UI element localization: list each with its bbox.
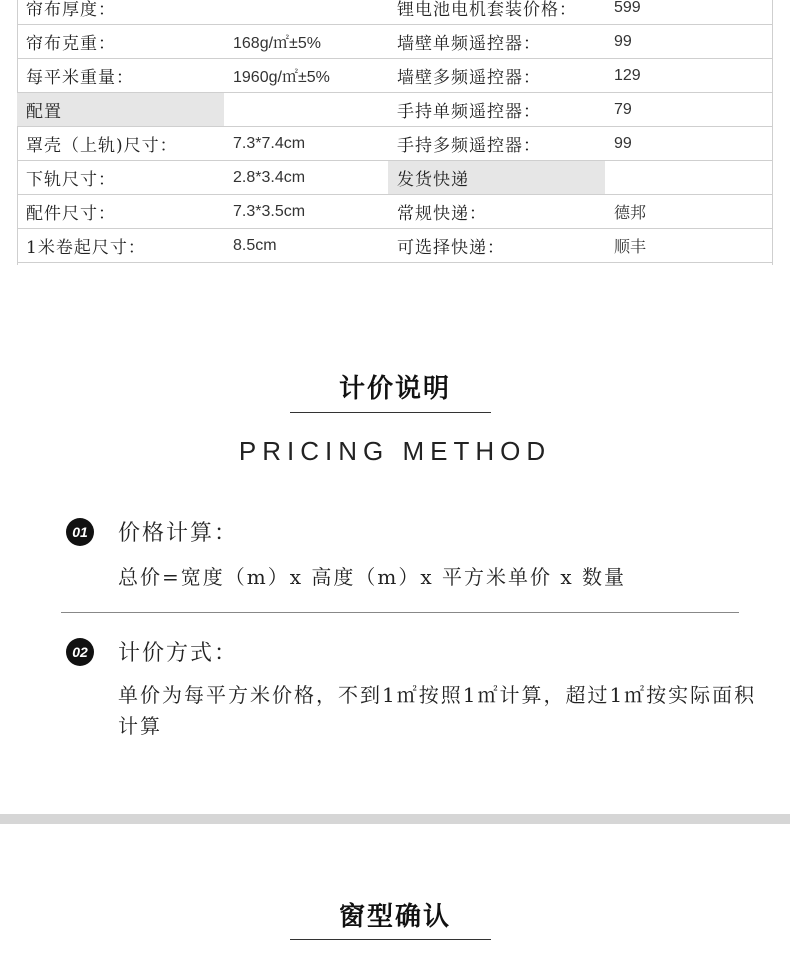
- section-header-config: 配置: [17, 93, 224, 127]
- spec-value: 168g/㎡±5%: [224, 25, 388, 59]
- spec-label: 手持多频遥控器：: [388, 127, 605, 161]
- window-type-title: 窗型确认: [338, 902, 451, 932]
- spec-label: 下轨尺寸：: [17, 161, 224, 195]
- pricing-subtitle: PRICING METHOD: [238, 436, 552, 466]
- spec-label: 手持单频遥控器：: [388, 93, 605, 127]
- spec-label: 墙壁单频遥控器：: [388, 25, 605, 59]
- spec-value: 79: [605, 93, 773, 127]
- spec-table: [17, 0, 773, 263]
- spec-value: 8.5cm: [224, 229, 388, 263]
- price-method-text: 单价为每平方米价格，不到1㎡按照1㎡计算，超过1㎡按实际面积计算: [118, 683, 757, 738]
- item-divider: [61, 612, 739, 613]
- spec-value: 2.8*3.4cm: [224, 161, 388, 195]
- spec-value: 99: [605, 127, 773, 161]
- table-row: [17, 195, 773, 229]
- spec-value: 599: [605, 0, 773, 25]
- spec-label: 1米卷起尺寸：: [17, 229, 224, 263]
- item-number-badge: 02: [66, 638, 94, 666]
- spec-label: 锂电池电机套装价格：: [388, 0, 605, 25]
- spec-label: 帘布厚度：: [17, 0, 224, 25]
- spec-label: 罩壳（上轨)尺寸：: [17, 127, 224, 161]
- spec-label: 每平米重量：: [17, 59, 224, 93]
- spec-value: 7.3*3.5cm: [224, 195, 388, 229]
- spec-value: [224, 0, 388, 25]
- table-row: [17, 127, 773, 161]
- price-calc-formula: 总价=宽度（m）x 高度（m）x 平方米单价 x 数量: [118, 565, 626, 589]
- spec-value: 顺丰: [605, 229, 773, 263]
- table-row: [17, 0, 773, 25]
- item-number-badge: 01: [66, 518, 94, 546]
- table-row: [17, 161, 773, 195]
- table-row: [17, 229, 773, 263]
- spec-label: 配件尺寸：: [17, 195, 224, 229]
- price-method-title: 计价方式：: [118, 641, 239, 666]
- table-row: [17, 59, 773, 93]
- spec-value: [605, 161, 773, 195]
- spec-value: 德邦: [605, 195, 773, 229]
- spec-label: 可选择快递：: [388, 229, 605, 263]
- section-header-shipping: 发货快递: [388, 161, 605, 195]
- pricing-title-underline: [290, 412, 491, 413]
- price-calc-title: 价格计算：: [118, 521, 239, 546]
- spec-value: [224, 93, 388, 127]
- spec-value: 129: [605, 59, 773, 93]
- table-row: [17, 25, 773, 59]
- pricing-title: 计价说明: [338, 374, 451, 404]
- spec-value: 7.3*7.4cm: [224, 127, 388, 161]
- spec-label: 墙壁多频遥控器：: [388, 59, 605, 93]
- spec-value: 99: [605, 25, 773, 59]
- spec-value: 1960g/㎡±5%: [224, 59, 388, 93]
- window-type-title-underline: [290, 939, 491, 940]
- section-separator: [0, 814, 790, 824]
- spec-label: 帘布克重：: [17, 25, 224, 59]
- table-row: [17, 93, 773, 127]
- spec-label: 常规快递：: [388, 195, 605, 229]
